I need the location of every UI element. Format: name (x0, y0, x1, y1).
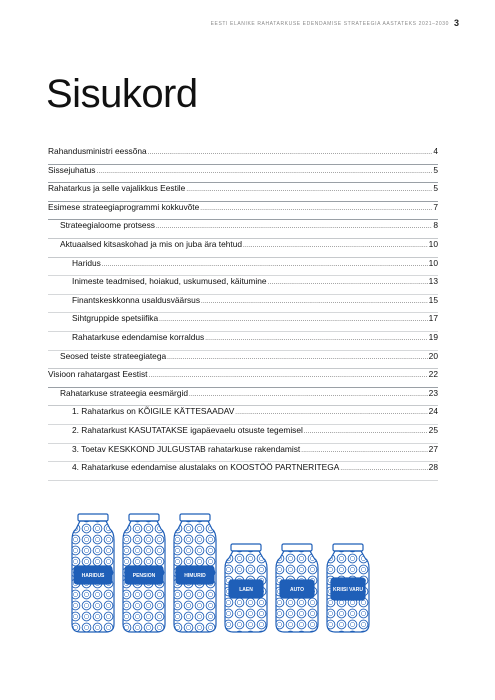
toc-entry-page: 19 (428, 331, 438, 342)
jar-laen (225, 544, 267, 632)
toc-entry-page: 5 (433, 164, 438, 175)
savings-jars-illustration (70, 512, 430, 640)
toc-entry[interactable] (48, 332, 438, 351)
toc-entry-page: 17 (428, 313, 438, 324)
toc-leader-dots (268, 280, 428, 286)
toc-leader-dots (235, 410, 427, 416)
toc-leader-dots (200, 206, 432, 212)
toc-leader-dots (205, 336, 427, 342)
toc-entry-title: Visioon rahatargast Eestist (48, 369, 148, 380)
toc-entry[interactable] (48, 388, 438, 407)
toc-entry-page: 15 (428, 294, 438, 305)
toc-entry[interactable] (48, 202, 438, 221)
toc-entry-title: 3. Toetav KESKKOND JULGUSTAB rahatarkuse rakendamist (72, 443, 301, 454)
jar-himurid (174, 514, 216, 632)
toc-entry-page: 8 (433, 220, 438, 231)
toc-entry-title: Finantskeskkonna usaldusväärsus (72, 294, 201, 305)
toc-entry[interactable] (48, 258, 438, 277)
jar-label: AUTO (289, 587, 305, 593)
toc-leader-dots (159, 317, 428, 323)
toc-entry-page: 7 (433, 201, 438, 212)
toc-leader-dots (97, 169, 433, 175)
running-header: EESTI ELANIKE RAHATARKUSE EDENDAMISE STRATEEGIA AASTATEKS 2021–2030 (210, 21, 449, 27)
jar-label: KRIISI VARU (333, 587, 363, 593)
toc-entry-page: 10 (428, 238, 438, 249)
toc-entry-page: 10 (428, 257, 438, 268)
toc-entry-title: 4. Rahatarkuse edendamise alustalaks on KOOSTÖÖ PARTNERITEGA (72, 462, 340, 473)
toc-entry-page: 22 (428, 369, 438, 380)
toc-entry-title: Sissejuhatus (48, 164, 96, 175)
toc-entry-title: 2. Rahatarkust KASUTATAKSE igapäevaelu otsuste tegemisel (72, 424, 303, 435)
toc-entry[interactable] (48, 239, 438, 258)
page-title: Sisukord (46, 72, 198, 116)
toc-leader-dots (243, 243, 428, 249)
toc-entry[interactable] (48, 183, 438, 202)
toc-leader-dots (201, 299, 428, 305)
toc-entry[interactable] (48, 165, 438, 184)
toc-entry-page: 4 (433, 146, 438, 156)
toc-entry[interactable] (48, 276, 438, 295)
toc-entry-title: 1. Rahatarkus on KÕIGILE KÄTTESAADAV (72, 406, 235, 417)
page-number: 3 (454, 18, 460, 28)
jar-pension (123, 514, 165, 632)
toc-leader-dots (301, 448, 427, 454)
toc-leader-dots (102, 262, 428, 268)
toc-leader-dots (148, 150, 433, 156)
jar-label: LAEN (239, 587, 253, 593)
toc-entry-page: 13 (428, 276, 438, 287)
toc-entry-page: 23 (428, 387, 438, 398)
jar-label: PENSION (132, 573, 156, 579)
toc-leader-dots (304, 429, 428, 435)
toc-leader-dots (167, 355, 428, 361)
toc-entry-title: Rahatarkuse strateegia eesmärgid (60, 387, 189, 398)
toc-leader-dots (340, 466, 427, 472)
table-of-contents (48, 146, 438, 481)
toc-entry-page: 20 (428, 350, 438, 361)
toc-entry-title: Rahandusministri eessõna (48, 146, 147, 156)
toc-entry-title: Sihtgruppide spetsiifika (72, 313, 159, 324)
jar-haridus (72, 514, 114, 632)
toc-entry-title: Haridus (72, 257, 101, 268)
toc-entry-title: Rahatarkuse edendamise korraldus (72, 331, 205, 342)
toc-entry-title: Inimeste teadmised, hoiakud, uskumused, käitumine (72, 276, 267, 287)
toc-entry[interactable] (48, 462, 438, 481)
jar-kriisivaru (327, 544, 369, 632)
toc-entry-title: Rahatarkus ja selle vajalikkus Eestile (48, 183, 186, 194)
toc-entry[interactable] (48, 220, 438, 239)
toc-entry-page: 28 (428, 462, 438, 473)
toc-entry[interactable] (48, 351, 438, 370)
toc-entry-title: Aktuaalsed kitsaskohad ja mis on juba ära tehtud (60, 238, 243, 249)
toc-entry-page: 25 (428, 424, 438, 435)
toc-entry-title: Strateegialoome protsess (60, 220, 155, 231)
toc-entry-page: 27 (428, 443, 438, 454)
jar-auto (276, 544, 318, 632)
toc-entry[interactable] (48, 425, 438, 444)
toc-entry[interactable] (48, 313, 438, 332)
toc-leader-dots (189, 392, 428, 398)
jar-label: HARIDUS (81, 573, 105, 579)
toc-entry[interactable] (48, 295, 438, 314)
toc-entry-title: Seosed teiste strateegiatega (60, 350, 167, 361)
toc-entry[interactable] (48, 406, 438, 425)
toc-entry[interactable] (48, 369, 438, 388)
toc-entry[interactable] (48, 444, 438, 463)
toc-leader-dots (186, 187, 432, 193)
toc-entry[interactable] (48, 146, 438, 165)
toc-entry-page: 5 (433, 183, 438, 194)
toc-leader-dots (156, 224, 432, 230)
toc-entry-page: 24 (428, 406, 438, 417)
toc-entry-title: Esimese strateegiaprogrammi kokkuvõte (48, 201, 200, 212)
toc-leader-dots (148, 373, 427, 379)
jar-label: HIMURID (184, 573, 206, 579)
